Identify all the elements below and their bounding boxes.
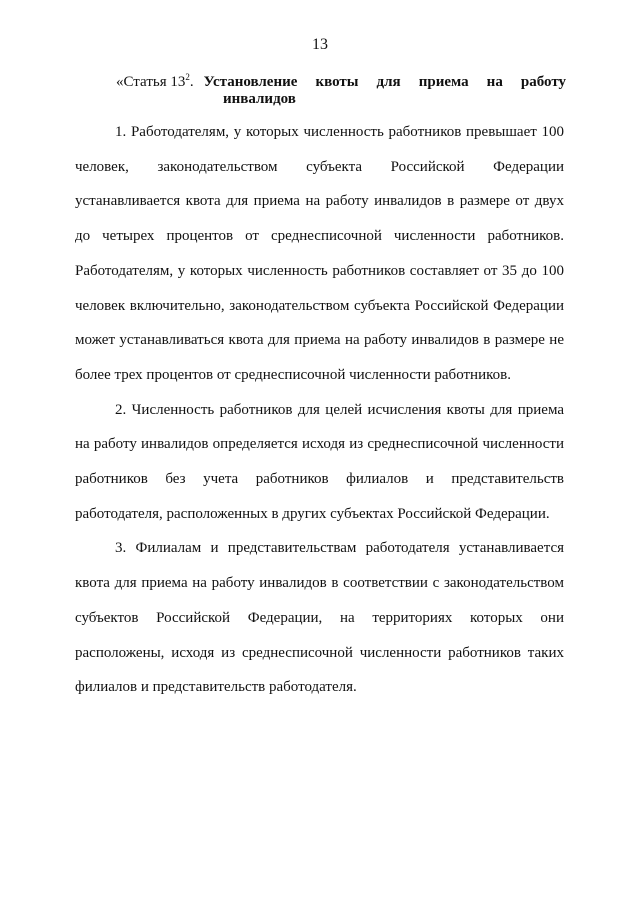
article-prefix: «Статья (116, 74, 167, 90)
article-label (116, 74, 194, 91)
title-word: Установление (203, 74, 298, 90)
article-number-suffix: . (189, 74, 194, 90)
paragraph-2: 2. Численность работников для целей исчисления квоты для приема на работу инвалидов определяется исходя из среднесписочной численности работников без учета работников филиалов и представительств работодателя, расположенных в других субъектах Российской Федерации. (75, 401, 564, 522)
paragraph-3: 3. Филиалам и представительствам работодателя устанавливается квота для приема на работу инвалидов в соответствии с законодательством субъектов Российской Федерации, на территориях которых они расположены, исходя из среднесписочной численности работников таких филиалов и представительств работодателя. (75, 540, 564, 696)
title-word: приема (418, 74, 469, 90)
title-word: на (486, 74, 503, 90)
article-body (75, 115, 564, 705)
title-word: работу (520, 74, 566, 90)
article-number-superscript: 2 (185, 72, 190, 82)
title-word: квоты (315, 74, 359, 90)
paragraph-1: 1. Работодателям, у которых численность работников превышает 100 человек, законодательством субъекта Российской Федерации устанавливается квота для приема на работу инвалидов в размере от двух до четырех процентов от среднесписочной численности работников. Работодателям, у которых численность работников составляет от 35 до 100 человек включительно, законодательством субъекта Российской Федерации может устанавливаться квота для приема на работу инвалидов в размере не более трех процентов от среднесписочной численности работников. (75, 124, 564, 383)
title-word: для (376, 74, 401, 90)
article-heading (116, 74, 566, 108)
article-heading-line1 (116, 74, 566, 91)
page-number: 13 (312, 36, 328, 53)
article-number: 13 (170, 74, 186, 90)
article-title-line2: инвалидов (223, 91, 296, 107)
article-title-line1 (204, 74, 566, 91)
